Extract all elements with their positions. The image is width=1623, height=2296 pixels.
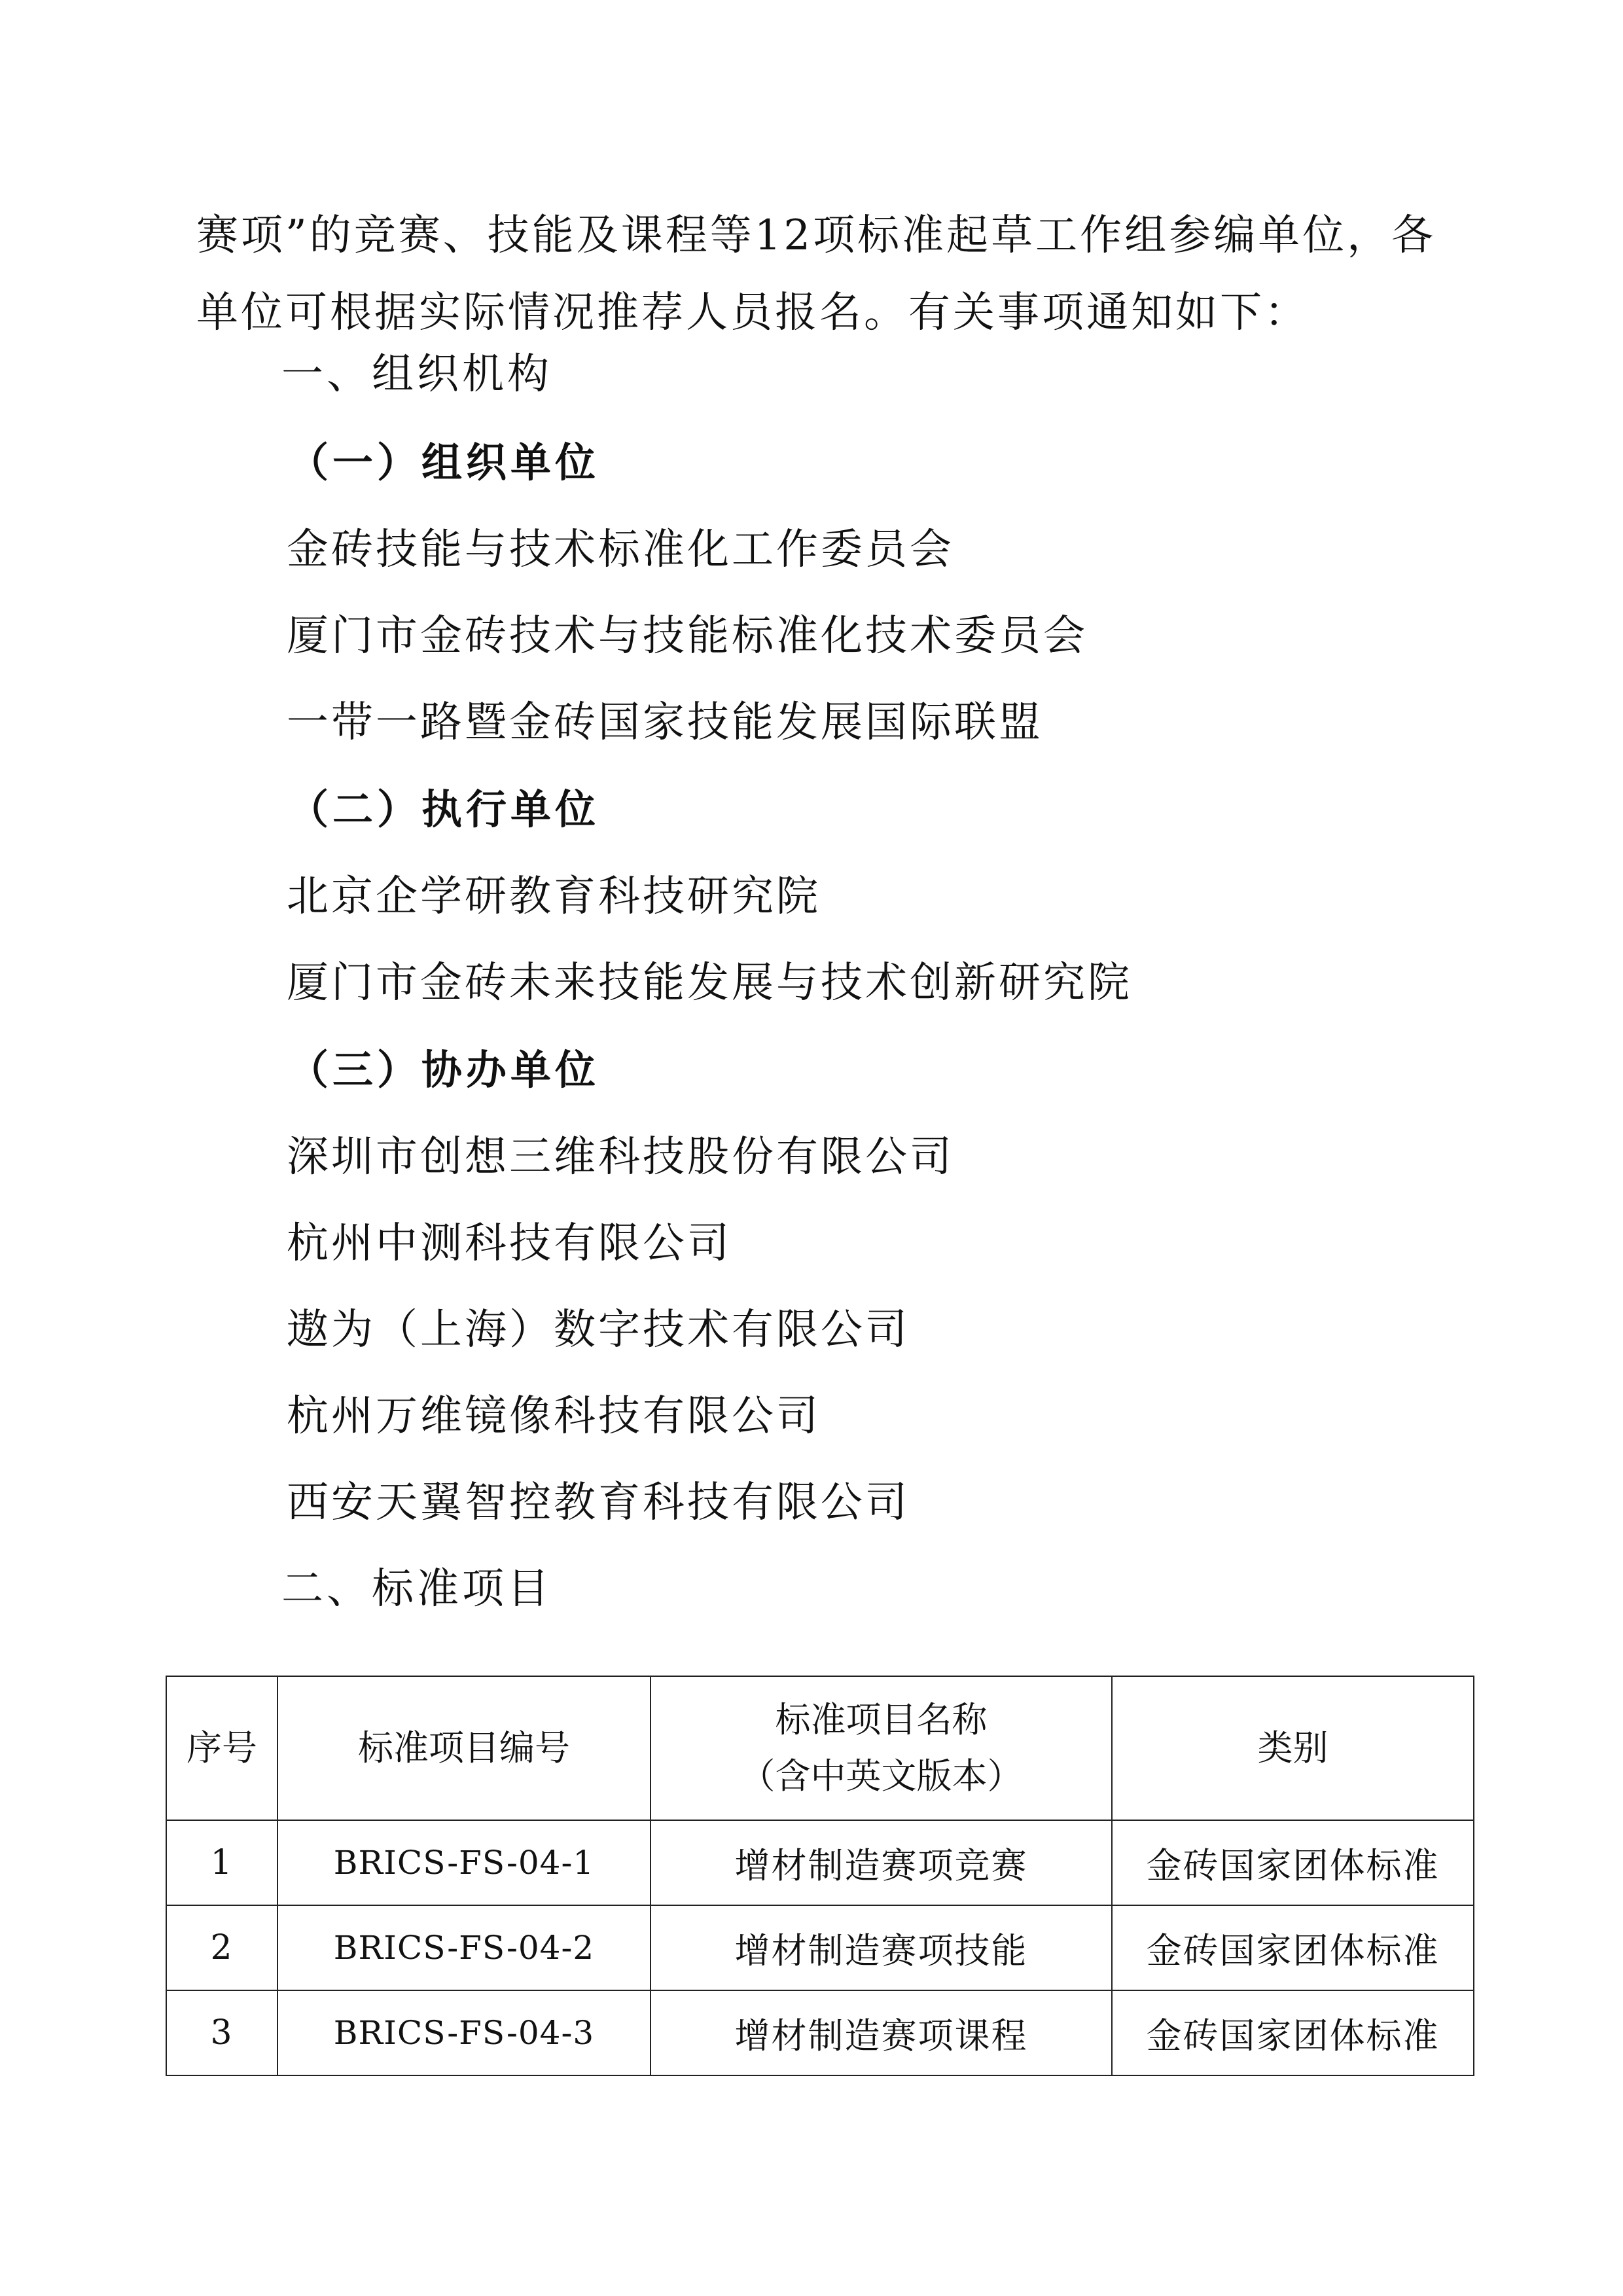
table-header-row xyxy=(166,1676,1474,1820)
row-name: 增材制造赛项竞赛 xyxy=(651,1820,1112,1905)
header-code: 标准项目编号 xyxy=(277,1676,651,1820)
row-name: 增材制造赛项技能 xyxy=(651,1905,1112,1990)
header-name-line-2: （含中英文版本） xyxy=(740,1755,1023,1797)
section-1-title: 一、组织机构 xyxy=(281,350,552,399)
table-row xyxy=(166,1990,1474,2075)
row-code: BRICS-FS-04-2 xyxy=(277,1905,651,1990)
intro-line-2: 单位可根据实际情况推荐人员报名。有关事项通知如下： xyxy=(196,289,1309,337)
organizer-item: 金砖技能与技术标准化工作委员会 xyxy=(287,526,954,574)
row-name: 增材制造赛项课程 xyxy=(651,1990,1112,2075)
row-seq: 3 xyxy=(166,1990,277,2075)
executor-item: 厦门市金砖未来技能发展与技术创新研究院 xyxy=(287,959,1132,1007)
header-category: 类别 xyxy=(1112,1676,1474,1820)
co-organizer-item: 深圳市创想三维科技股份有限公司 xyxy=(287,1133,954,1181)
row-code: BRICS-FS-04-1 xyxy=(277,1820,651,1905)
group-3-title: （三）协办单位 xyxy=(288,1046,600,1094)
co-organizer-item: 杭州中测科技有限公司 xyxy=(287,1219,732,1268)
intro-line-1: 赛项”的竞赛、技能及课程等12项标准起草工作组参编单位，各 xyxy=(196,211,1436,260)
table-row xyxy=(166,1820,1474,1905)
organizer-item: 厦门市金砖技术与技能标准化技术委员会 xyxy=(287,612,1088,660)
header-seq: 序号 xyxy=(166,1676,277,1820)
header-name-line-1: 标准项目名称 xyxy=(775,1698,988,1740)
row-code: BRICS-FS-04-3 xyxy=(277,1990,651,2075)
group-2-title: （二）执行单位 xyxy=(288,785,600,833)
organizer-item: 一带一路暨金砖国家技能发展国际联盟 xyxy=(287,698,1043,747)
table-row xyxy=(166,1905,1474,1990)
header-name xyxy=(651,1676,1112,1820)
row-category: 金砖国家团体标准 xyxy=(1112,1905,1474,1990)
row-category: 金砖国家团体标准 xyxy=(1112,1820,1474,1905)
co-organizer-item: 西安天翼智控教育科技有限公司 xyxy=(287,1479,910,1527)
executor-item: 北京企学研教育科技研究院 xyxy=(287,872,821,921)
co-organizer-item: 遨为（上海）数字技术有限公司 xyxy=(287,1306,910,1354)
standards-table xyxy=(166,1676,1474,2076)
row-seq: 1 xyxy=(166,1820,277,1905)
section-2-title: 二、标准项目 xyxy=(281,1565,552,1613)
row-category: 金砖国家团体标准 xyxy=(1112,1990,1474,2075)
co-organizer-item: 杭州万维镜像科技有限公司 xyxy=(287,1392,821,1441)
group-1-title: （一）组织单位 xyxy=(288,439,600,486)
row-seq: 2 xyxy=(166,1905,277,1990)
